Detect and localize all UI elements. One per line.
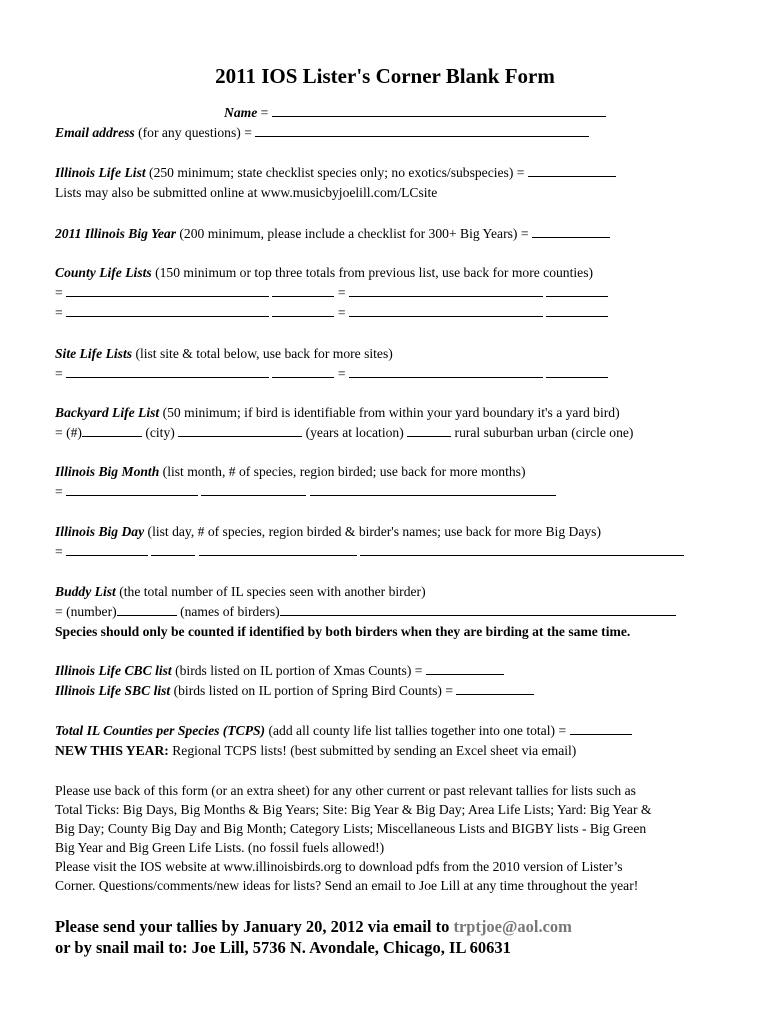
- equals-sign: =: [55, 544, 63, 559]
- sbc-row: [55, 682, 534, 699]
- site-name-field[interactable]: [349, 365, 543, 378]
- name-row: [224, 104, 606, 121]
- notes-line: Please visit the IOS website at www.illinoisbirds.org to download pdfs from the 2010 version of Lister’s: [55, 859, 623, 874]
- email-field[interactable]: [255, 124, 589, 137]
- county-name-field[interactable]: [349, 284, 543, 297]
- site-name-field[interactable]: [66, 365, 269, 378]
- buddy-number-label: = (number): [55, 604, 117, 619]
- backyard-city-label: (city): [145, 425, 175, 440]
- buddy-number-field[interactable]: [117, 603, 177, 616]
- tcps-row: [55, 722, 632, 739]
- county-name-field[interactable]: [349, 304, 543, 317]
- equals-sign: =: [55, 285, 63, 300]
- footer-email-link[interactable]: trptjoe@aol.com: [453, 917, 572, 936]
- site-label: Site Life Lists: [55, 346, 133, 361]
- big-month-row: [55, 463, 525, 480]
- big-day-label: Illinois Big Day: [55, 524, 145, 539]
- form-title: 2011 IOS Lister's Corner Blank Form: [215, 64, 555, 88]
- backyard-type-label: rural suburban urban (circle one): [454, 425, 634, 440]
- buddy-row: [55, 583, 426, 600]
- big-day-desc: (list day, # of species, region birded & birder's names; use back for more Big Days): [147, 524, 601, 539]
- cbc-desc: (birds listed on IL portion of Xmas Counts): [175, 663, 412, 678]
- big-year-field[interactable]: [532, 225, 610, 238]
- equals-sign: =: [55, 305, 63, 320]
- big-day-row: [55, 523, 601, 540]
- site-row: [55, 345, 393, 362]
- tcps-new-desc: Regional TCPS lists! (best submitted by sending an Excel sheet via email): [172, 743, 577, 758]
- buddy-names-field[interactable]: [280, 603, 676, 616]
- equals-sign: =: [337, 305, 346, 320]
- tcps-desc: (add all county life list tallies together into one total): [268, 723, 556, 738]
- equals-sign: =: [55, 484, 63, 499]
- sbc-field[interactable]: [456, 682, 534, 695]
- notes-line: Big Day; County Big Day and Big Month; Category Lists; Miscellaneous Lists and BIGBY lists - Big Green: [55, 821, 647, 836]
- big-day-birders-field[interactable]: [360, 543, 684, 556]
- county-total-field[interactable]: [272, 284, 334, 297]
- county-entry-row: [55, 304, 608, 321]
- big-year-desc: (200 minimum, please include a checklist for 300+ Big Years): [179, 226, 518, 241]
- equals-sign: =: [260, 105, 269, 120]
- county-label: County Life Lists: [55, 265, 152, 280]
- backyard-desc: (50 minimum; if bird is identifiable from within your yard boundary it's a yard bird): [162, 405, 620, 420]
- backyard-city-field[interactable]: [178, 424, 302, 437]
- site-desc: (list site & total below, use back for more sites): [135, 346, 393, 361]
- equals-sign: =: [414, 663, 423, 678]
- buddy-desc: (the total number of IL species seen with another birder): [119, 584, 426, 599]
- equals-sign: =: [520, 226, 529, 241]
- life-list-row: [55, 164, 616, 181]
- footer-line-1: [55, 917, 572, 937]
- equals-sign: =: [558, 723, 567, 738]
- big-day-region-field[interactable]: [199, 543, 357, 556]
- notes-line: Total Ticks: Big Days, Big Months & Big Years; Site: Big Year & Big Day; Area Life Lists; Yard: Big Year &: [55, 802, 652, 817]
- email-row: [55, 124, 589, 141]
- big-month-label: Illinois Big Month: [55, 464, 160, 479]
- backyard-num-field[interactable]: [82, 424, 142, 437]
- cbc-field[interactable]: [426, 662, 504, 675]
- name-label: Name: [224, 105, 258, 120]
- big-year-label: 2011 Illinois Big Year: [55, 226, 176, 241]
- sbc-label: Illinois Life SBC list: [55, 683, 171, 698]
- email-label: Email address: [55, 125, 135, 140]
- county-total-field[interactable]: [546, 284, 608, 297]
- equals-sign: =: [445, 683, 454, 698]
- site-total-field[interactable]: [546, 365, 608, 378]
- buddy-entry-row: [55, 603, 676, 620]
- life-list-label: Illinois Life List: [55, 165, 146, 180]
- county-name-field[interactable]: [66, 284, 269, 297]
- life-list-field[interactable]: [528, 164, 616, 177]
- life-list-desc: (250 minimum; state checklist species only; no exotics/subspecies): [149, 165, 514, 180]
- footer-prefix: Please send your tallies by January 20, 2012 via email to: [55, 917, 450, 936]
- footer-line-2: or by snail mail to: Joe Lill, 5736 N. Avondale, Chicago, IL 60631: [55, 938, 511, 957]
- backyard-years-field[interactable]: [407, 424, 451, 437]
- notes-line: Please use back of this form (or an extra sheet) for any other current or past relevant tallies for lists such as: [55, 783, 636, 798]
- backyard-entry-row: [55, 424, 633, 441]
- online-note: Lists may also be submitted online at www.musicbyjoelill.com/LCsite: [55, 185, 438, 200]
- big-month-region-field[interactable]: [310, 483, 556, 496]
- county-total-field[interactable]: [546, 304, 608, 317]
- big-month-species-field[interactable]: [201, 483, 306, 496]
- notes-line: Big Year and Big Green Life Lists. (no fossil fuels allowed!): [55, 840, 385, 855]
- backyard-num-label: = (#): [55, 425, 82, 440]
- cbc-label: Illinois Life CBC list: [55, 663, 172, 678]
- buddy-rule: Species should only be counted if identified by both birders when they are birding at the same time.: [55, 624, 631, 639]
- buddy-names-label: (names of birders): [180, 604, 280, 619]
- big-month-desc: (list month, # of species, region birded; use back for more months): [162, 464, 526, 479]
- backyard-years-label: (years at location): [305, 425, 404, 440]
- equals-sign: =: [244, 125, 252, 140]
- big-month-month-field[interactable]: [66, 483, 198, 496]
- buddy-label: Buddy List: [55, 584, 116, 599]
- email-note: (for any questions): [138, 125, 241, 140]
- county-row: [55, 264, 593, 281]
- site-entry-row: [55, 365, 608, 382]
- backyard-label: Backyard Life List: [55, 405, 160, 420]
- cbc-row: [55, 662, 504, 679]
- county-entry-row: [55, 284, 608, 301]
- big-day-day-field[interactable]: [66, 543, 148, 556]
- backyard-row: [55, 404, 620, 421]
- tcps-field[interactable]: [570, 722, 632, 735]
- tcps-new-label: NEW THIS YEAR:: [55, 743, 169, 758]
- tcps-label: Total IL Counties per Species (TCPS): [55, 723, 266, 738]
- site-total-field[interactable]: [272, 365, 334, 378]
- county-total-field[interactable]: [272, 304, 334, 317]
- equals-sign: =: [337, 366, 346, 381]
- big-day-species-field[interactable]: [151, 543, 195, 556]
- equals-sign: =: [516, 165, 525, 180]
- big-month-entry-row: [55, 483, 556, 500]
- equals-sign: =: [337, 285, 346, 300]
- big-year-row: [55, 225, 610, 242]
- county-name-field[interactable]: [66, 304, 269, 317]
- county-desc: (150 minimum or top three totals from previous list, use back for more counties): [155, 265, 594, 280]
- equals-sign: =: [55, 366, 63, 381]
- notes-line: Corner. Questions/comments/new ideas for lists? Send an email to Joe Lill at any time throughout the year!: [55, 878, 639, 893]
- tcps-new-row: [55, 742, 576, 759]
- big-day-entry-row: [55, 543, 684, 560]
- name-field[interactable]: [272, 104, 606, 117]
- sbc-desc: (birds listed on IL portion of Spring Bird Counts): [173, 683, 442, 698]
